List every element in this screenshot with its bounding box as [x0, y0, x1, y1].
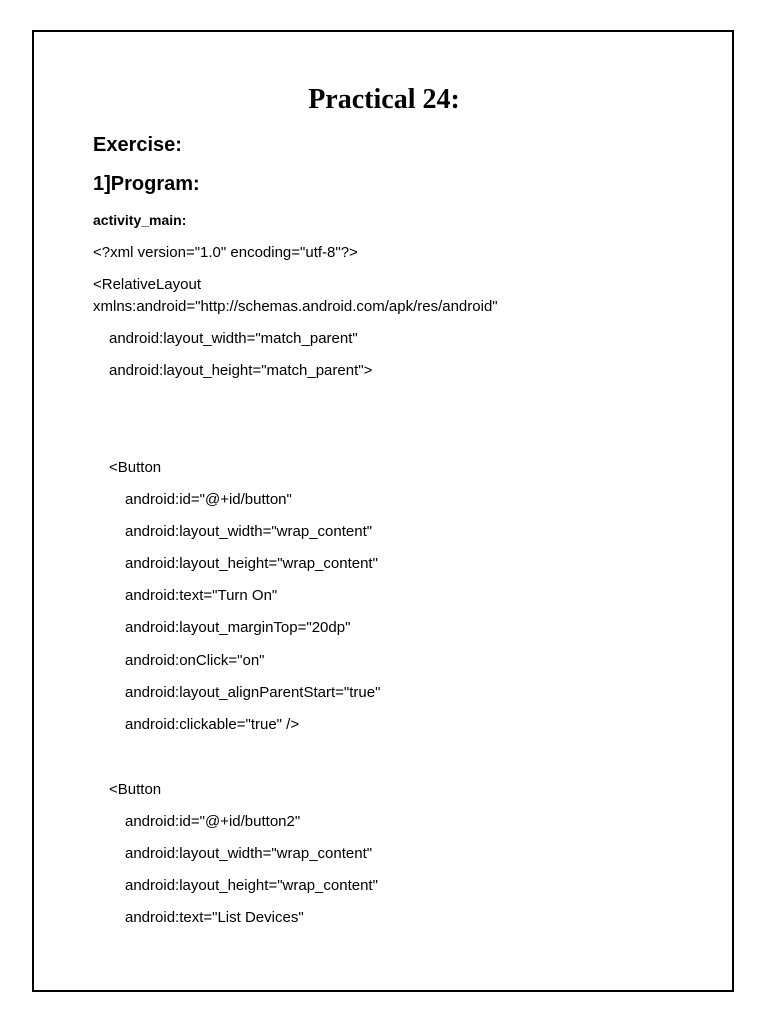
- code-line: android:id="@+id/button2": [125, 813, 301, 830]
- code-line: <Button: [109, 781, 162, 798]
- code-line: <RelativeLayout: [93, 276, 201, 293]
- code-line: android:layout_marginTop="20dp": [125, 619, 351, 636]
- code-line: android:text="List Devices": [125, 909, 304, 926]
- code-line: android:layout_alignParentStart="true": [125, 684, 381, 701]
- file-label: activity_main:: [93, 212, 187, 228]
- code-line: <Button: [109, 459, 162, 476]
- code-line: xmlns:android="http://schemas.android.com/apk/res/android": [93, 298, 498, 315]
- code-line: android:layout_width="wrap_content": [125, 523, 373, 540]
- code-line: android:clickable="true" />: [125, 716, 300, 733]
- code-line: android:layout_width="wrap_content": [125, 845, 373, 862]
- code-line: android:id="@+id/button": [125, 491, 292, 508]
- code-line: android:layout_width="match_parent": [109, 330, 358, 347]
- exercise-heading: Exercise:: [93, 134, 182, 156]
- code-line: android:layout_height="match_parent">: [109, 362, 373, 379]
- page-title: Practical 24:: [308, 84, 460, 115]
- code-line: android:layout_height="wrap_content": [125, 555, 378, 572]
- code-line: <?xml version="1.0" encoding="utf-8"?>: [93, 244, 358, 261]
- code-line: android:layout_height="wrap_content": [125, 877, 378, 894]
- program-heading: 1]Program:: [93, 173, 200, 195]
- code-line: android:text="Turn On": [125, 587, 278, 604]
- code-line: android:onClick="on": [125, 652, 265, 669]
